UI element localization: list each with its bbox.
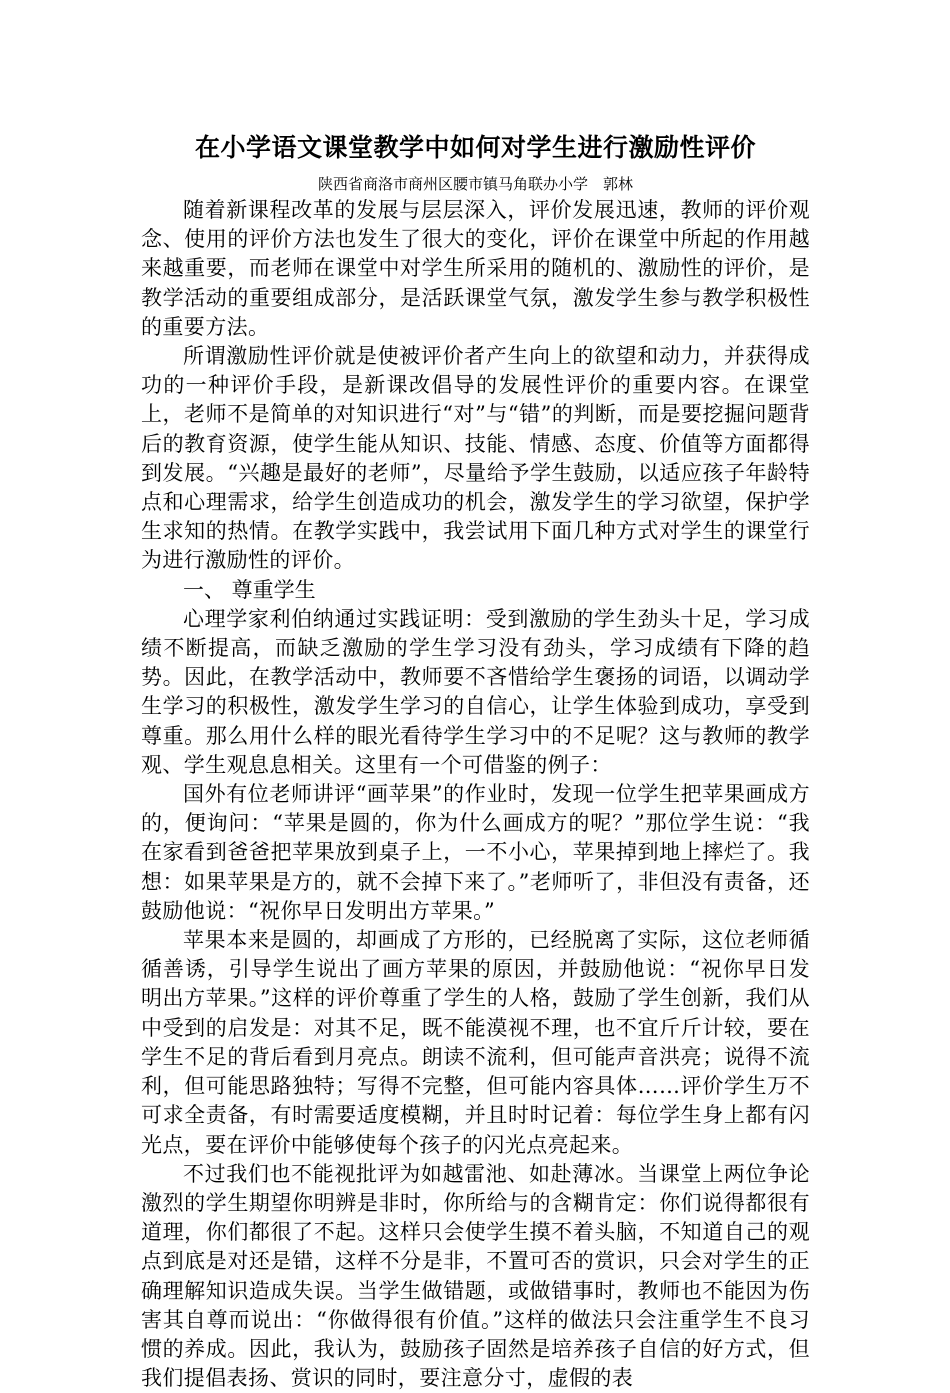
author-line: 陕西省商洛市商州区腰市镇马角联办小学 郭林: [317, 175, 633, 193]
paragraph-section-2: 国外有位老师讲评“画苹果”的作业时，发现一位学生把苹果画成方的，便询问：“苹果是圆的，你为什么画成方的呢？”那位学生说：“我在家看到爸爸把苹果放到桌子上，一不小心，苹果掉到地上摔烂了。我想：如果苹果是方的，就不会掉下来了。”老师听了，非但没有责备，还鼓励他说：“祝你早日发明出方苹果。”: [141, 782, 810, 923]
paragraph-section-3: 苹果本来是圆的，却画成了方形的，已经脱离了实际，这位老师循循善诱，引导学生说出了画方苹果的原因，并鼓励他说：“祝你早日发明出方苹果。”这样的评价尊重了学生的人格，鼓励了学生创新，我们从中受到的启发是：对其不足，既不能漠视不理，也不宜斤斤计较，要在学生不足的背后看到月亮点。朗读不流利，但可能声音洪亮；说得不流利，但可能思路独特；写得不完整，但可能内容具体……评价学生万不可求全责备，有时需要适度模糊，并且时时记着：每位学生身上都有闪光点，要在评价中能够使每个孩子的闪光点亮起来。: [141, 928, 810, 1157]
document-title: 在小学语文课堂教学中如何对学生进行激励性评价: [194, 133, 756, 162]
section-heading: 一、 尊重学生: [183, 577, 316, 602]
document-page: [141, 128, 810, 1393]
paragraph-intro-2: 所谓激励性评价就是使被评价者产生向上的欲望和动力，并获得成功的一种评价手段，是新课改倡导的发展性评价的重要内容。在课堂上，老师不是简单的对知识进行“对”与“错”的判断，而是要挖掘问题背后的教育资源，使学生能从知识、技能、情感、态度、价值等方面都得到发展。“兴趣是最好的老师”，尽量给予学生鼓励，以适应孩子年龄特点和心理需求，给学生创造成功的机会，激发学生的学习欲望，保护学生求知的热情。在教学实践中，我尝试用下面几种方式对学生的课堂行为进行激励性的评价。: [141, 344, 810, 573]
paragraph-section-1: 心理学家利伯纳通过实践证明：受到激励的学生劲头十足，学习成绩不断提高，而缺乏激励的学生学习没有劲头，学习成绩有下降的趋势。因此，在教学活动中，教师要不吝惜给学生褒扬的词语，以调动学生学习的积极性，激发学生学习的自信心，让学生体验到成功，享受到尊重。那么用什么样的眼光看待学生学习中的不足呢？这与教师的教学观、学生观息息相关。这里有一个可借鉴的例子：: [141, 606, 810, 777]
paragraph-intro-1: 随着新课程改革的发展与层层深入，评价发展迅速，教师的评价观念、使用的评价方法也发生了很大的变化，评价在课堂中所起的作用越来越重要，而老师在课堂中对学生所采用的随机的、激励性的评价，是教学活动的重要组成部分，是活跃课堂气氛，激发学生参与教学积极性的重要方法。: [141, 198, 810, 339]
paragraph-section-4: 不过我们也不能视批评为如越雷池、如赴薄冰。当课堂上两位争论激烈的学生期望你明辨是非时，你所给与的含糊肯定：你们说得都很有道理，你们都很了不起。这样只会使学生摸不着头脑，不知道自己的观点到底是对还是错，这样不分是非，不置可否的赏识，只会对学生的正确理解知识造成失误。当学生做错题，或做错事时，教师也不能因为伤害其自尊而说出：“你做得很有价值。”这样的做法只会注重学生不良习惯的养成。因此，我认为，鼓励孩子固然是培养孩子自信的好方式，但我们提倡表扬、赏识的同时，要注意分寸，虚假的表: [141, 1161, 810, 1391]
